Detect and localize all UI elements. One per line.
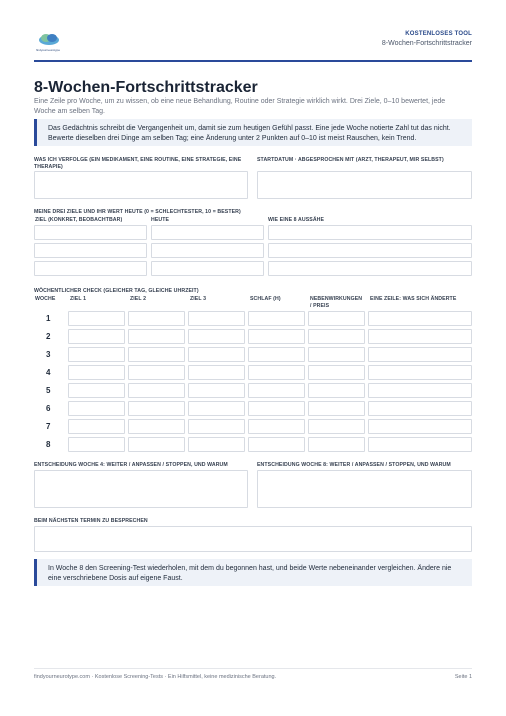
week-number: 8: [46, 440, 51, 449]
goals-col-today: HEUTE: [151, 217, 170, 223]
week-8-side-effects-cell[interactable]: [308, 437, 365, 452]
week-8-goal-3-cell[interactable]: [188, 437, 245, 452]
goal-2-cell-1[interactable]: [34, 243, 147, 258]
week-number: 7: [46, 422, 51, 431]
week-number: 1: [46, 314, 51, 323]
week-1-change-note-cell[interactable]: [368, 311, 472, 326]
header-meta: [382, 31, 472, 47]
week-6-side-effects-cell[interactable]: [308, 401, 365, 416]
week-4-sleep-cell[interactable]: [248, 365, 305, 380]
week-1-side-effects-cell[interactable]: [308, 311, 365, 326]
week-1-sleep-cell[interactable]: [248, 311, 305, 326]
weekly-col-sleep: SCHLAF (H): [250, 296, 281, 302]
week-7-change-note-cell[interactable]: [368, 419, 472, 434]
week-7-side-effects-cell[interactable]: [308, 419, 365, 434]
weekly-section-label: WÖCHENTLICHER CHECK (GLEICHER TAG, GLEICHE UHRZEIT): [34, 288, 199, 294]
week-number: 3: [46, 350, 51, 359]
week-7-goal-3-cell[interactable]: [188, 419, 245, 434]
weekly-col-change-note: EINE ZEILE: WAS SICH ÄNDERTE: [370, 296, 457, 302]
weekly-col-goal-3: ZIEL 3: [190, 296, 207, 302]
week-5-goal-1-cell[interactable]: [68, 383, 125, 398]
goal-3-cell-2[interactable]: [151, 261, 264, 276]
week-1-goal-1-cell[interactable]: [68, 311, 125, 326]
weekly-col-goal-1: ZIEL 1: [70, 296, 87, 302]
decision-week8-field[interactable]: [257, 470, 472, 508]
week-2-side-effects-cell[interactable]: [308, 329, 365, 344]
goal-1-cell-1[interactable]: [34, 225, 147, 240]
goal-1-cell-3[interactable]: [268, 225, 472, 240]
week-3-goal-3-cell[interactable]: [188, 347, 245, 362]
weekly-col-week: WOCHE: [35, 296, 56, 302]
week-1-goal-3-cell[interactable]: [188, 311, 245, 326]
start-date-label: STARTDATUM · ABGESPROCHEN MIT (ARZT, THERAPEUT, MIR SELBST): [257, 157, 444, 163]
footer-divider: [34, 668, 472, 669]
weekly-col-goal-2: ZIEL 2: [130, 296, 147, 302]
week-6-goal-2-cell[interactable]: [128, 401, 185, 416]
week-number: 6: [46, 404, 51, 413]
decision-week4-field[interactable]: [34, 470, 248, 508]
week-8-change-note-cell[interactable]: [368, 437, 472, 452]
week-3-side-effects-cell[interactable]: [308, 347, 365, 362]
week-8-goal-2-cell[interactable]: [128, 437, 185, 452]
week-7-goal-2-cell[interactable]: [128, 419, 185, 434]
goal-3-cell-1[interactable]: [34, 261, 147, 276]
week-3-change-note-cell[interactable]: [368, 347, 472, 362]
week-2-sleep-cell[interactable]: [248, 329, 305, 344]
week-4-side-effects-cell[interactable]: [308, 365, 365, 380]
week-8-goal-1-cell[interactable]: [68, 437, 125, 452]
what-tracking-field[interactable]: [34, 171, 248, 199]
page-number: Seite 1: [454, 674, 472, 680]
week-4-goal-3-cell[interactable]: [188, 365, 245, 380]
header-divider: [34, 60, 472, 62]
brand-logo-icon: [38, 32, 60, 46]
goal-3-cell-3[interactable]: [268, 261, 472, 276]
week-5-sleep-cell[interactable]: [248, 383, 305, 398]
goals-section-label: MEINE DREI ZIELE UND IHR WERT HEUTE (0 = SCHLECHTESTER, 10 = BESTER): [34, 209, 241, 215]
week-2-change-note-cell[interactable]: [368, 329, 472, 344]
week-8-sleep-cell[interactable]: [248, 437, 305, 452]
decision-week4-label: ENTSCHEIDUNG WOCHE 4: WEITER / ANPASSEN / STOPPEN, UND WARUM: [34, 462, 228, 468]
week-4-goal-1-cell[interactable]: [68, 365, 125, 380]
week-3-goal-1-cell[interactable]: [68, 347, 125, 362]
week-5-change-note-cell[interactable]: [368, 383, 472, 398]
week-4-change-note-cell[interactable]: [368, 365, 472, 380]
page-header: [34, 28, 472, 62]
start-date-field[interactable]: [257, 171, 472, 199]
week-2-goal-2-cell[interactable]: [128, 329, 185, 344]
week-number: 5: [46, 386, 51, 395]
next-appointment-label: BEIM NÄCHSTEN TERMIN ZU BESPRECHEN: [34, 518, 148, 524]
week-7-goal-1-cell[interactable]: [68, 419, 125, 434]
header-doc-name: 8-Wochen-Fortschrittstracker: [381, 40, 472, 47]
weekly-col-side-effects: NEBENWIRKUNGEN / PREIS: [310, 296, 363, 309]
what-tracking-label: WAS ICH VERFOLGE (EIN MEDIKAMENT, EINE ROUTINE, EINE STRATEGIE, EINE THERAPIE): [34, 157, 242, 170]
week-6-change-note-cell[interactable]: [368, 401, 472, 416]
page-title: 8-Wochen-Fortschrittstracker: [34, 79, 258, 96]
week-6-goal-1-cell[interactable]: [68, 401, 125, 416]
goal-2-cell-2[interactable]: [151, 243, 264, 258]
next-appointment-field[interactable]: [34, 526, 472, 552]
footer-text: findyourneurotype.com · Kostenlose Screening-Tests · Ein Hilfsmittel, keine medizinische Beratung.: [34, 674, 277, 680]
goal-2-cell-3[interactable]: [268, 243, 472, 258]
week-5-goal-3-cell[interactable]: [188, 383, 245, 398]
week-7-sleep-cell[interactable]: [248, 419, 305, 434]
week-5-goal-2-cell[interactable]: [128, 383, 185, 398]
header-brand: KOSTENLOSES TOOL: [405, 31, 472, 37]
info-callout-bottom: In Woche 8 den Screening-Test wiederholen, mit dem du begonnen hast, und beide Werte nebeneinander vergleichen. Ändere nie eine verschriebene Dosis auf eigene Faust.: [34, 559, 472, 586]
week-number: 4: [46, 368, 51, 377]
info-callout-top: Das Gedächtnis schreibt die Vergangenheit um, damit sie zum heutigen Gefühl passt. Eine jede Woche notierte Zahl tut das nicht. Bewerte dieselben drei Dinge am selben Tag; eine Änderung unter 2 Punkten auf 0–10 ist meist Rauschen, kein Trend.: [34, 119, 472, 146]
goals-col-goal: ZIEL (KONKRET, BEOBACHTBAR): [35, 217, 123, 223]
goals-col-eight: WIE EINE 8 AUSSÄHE: [268, 217, 325, 223]
week-6-sleep-cell[interactable]: [248, 401, 305, 416]
decision-week8-label: ENTSCHEIDUNG WOCHE 8: WEITER / ANPASSEN / STOPPEN, UND WARUM: [257, 462, 451, 468]
week-5-side-effects-cell[interactable]: [308, 383, 365, 398]
week-2-goal-3-cell[interactable]: [188, 329, 245, 344]
week-4-goal-2-cell[interactable]: [128, 365, 185, 380]
page-subtitle: Eine Zeile pro Woche, um zu wissen, ob eine neue Behandlung, Routine oder Strategie wirklich wirkt. Drei Ziele, 0–10 bewertet, jede Woche am selben Tag.: [34, 98, 446, 115]
week-number: 2: [46, 332, 51, 341]
week-6-goal-3-cell[interactable]: [188, 401, 245, 416]
brand-logo-text: findyourneurotype: [36, 48, 61, 52]
week-3-goal-2-cell[interactable]: [128, 347, 185, 362]
week-2-goal-1-cell[interactable]: [68, 329, 125, 344]
week-1-goal-2-cell[interactable]: [128, 311, 185, 326]
week-3-sleep-cell[interactable]: [248, 347, 305, 362]
goal-1-cell-2[interactable]: [151, 225, 264, 240]
